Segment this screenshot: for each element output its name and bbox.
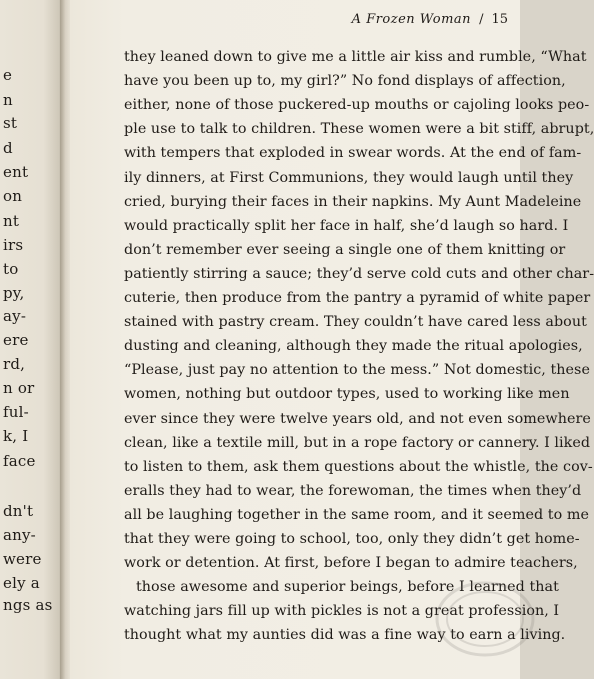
left-page-fragment: k, I [3, 427, 29, 445]
text-line: thought what my aunties did was a fine way to earn a living. [124, 627, 566, 644]
text-line: dusting and cleaning, although they made the ritual apologies, [124, 338, 583, 355]
text-line: they leaned down to give me a little air kiss and rumble, “What [124, 49, 587, 65]
text-line: those awesome and superior beings, before I learned that [136, 579, 559, 596]
text-line: with tempers that exploded in swear words. At the end of fam- [124, 145, 582, 162]
text-line: ple use to talk to children. These women were a bit stiff, abrupt, [124, 121, 594, 138]
left-page-fragment: ngs as [3, 596, 53, 614]
text-line: that they were going to school, too, only they didn’t get home- [124, 531, 580, 547]
left-page-fragment: ent [3, 163, 29, 181]
text-line: to listen to them, ask them questions about the whistle, the cov- [124, 458, 593, 475]
text-line: all be laughing together in the same room, and it seemed to me [124, 506, 589, 523]
left-page-fragment: st [3, 114, 18, 132]
text-line: “Please, just pay no attention to the mess.” Not domestic, these [124, 362, 590, 379]
left-page-fragment: py, [3, 284, 25, 302]
running-header-title: A Frozen Woman [351, 12, 472, 27]
text-line: clean, like a textile mill, but in a rope factory or cannery. I liked [124, 434, 591, 451]
text-line: cuterie, then produce from the pantry a pyramid of white paper [124, 290, 591, 306]
left-page-fragment: rd, [3, 355, 26, 373]
left-page-fragment: e [3, 66, 13, 84]
left-page-fragment: on [3, 187, 23, 205]
text-line: either, none of those puckered-up mouths or cajoling looks peo- [124, 97, 590, 114]
text-line: have you been up to, my girl?” No fond displays of affection, [124, 73, 566, 90]
left-page-fragment: dn't [3, 502, 34, 520]
page-number: 15 [491, 12, 508, 27]
left-page-fragment: ay- [3, 307, 27, 325]
text-line: watching jars fill up with pickles is not a great profession, I [124, 603, 560, 620]
left-page-fragment: were [3, 550, 42, 568]
text-line: don’t remember ever seeing a single one of them knitting or [124, 241, 566, 258]
left-page-fragment: irs [3, 236, 24, 254]
left-page-fragment: ere [3, 331, 29, 349]
text-line: patiently stirring a sauce; they’d serve cold cuts and other char- [124, 265, 594, 282]
left-page-fragment: any- [3, 526, 36, 544]
text-line: would practically split her face in half, she’d laugh so hard. I [124, 217, 569, 234]
left-page-fragment: n or [3, 379, 35, 397]
text-line: ily dinners, at First Communions, they would laugh until they [124, 169, 574, 186]
left-page-fragment: to [3, 260, 19, 278]
page-right [70, 0, 594, 679]
left-page-fragment: ely a [3, 574, 40, 592]
text-line: ever since they were twelve years old, and not even somewhere [124, 410, 591, 427]
running-header [352, 12, 508, 27]
text-line: eralls they had to wear, the forewoman, the times when they’d [124, 482, 582, 499]
left-page-fragment: nt [3, 212, 20, 230]
running-header-separator: / [479, 12, 484, 27]
facing-page-left [0, 0, 62, 679]
text-line: work or detention. At first, before I began to admire teachers, [124, 555, 578, 572]
text-line: cried, burying their faces in their napkins. My Aunt Madeleine [124, 193, 582, 210]
text-line: women, nothing but outdoor types, used to working like men [124, 386, 570, 403]
left-page-fragment: ful- [3, 403, 29, 421]
left-page-fragment: n [3, 91, 13, 109]
left-page-fragment: face [3, 452, 36, 470]
text-line: stained with pastry cream. They couldn’t have cared less about [124, 314, 587, 331]
left-page-fragment: d [3, 139, 13, 157]
